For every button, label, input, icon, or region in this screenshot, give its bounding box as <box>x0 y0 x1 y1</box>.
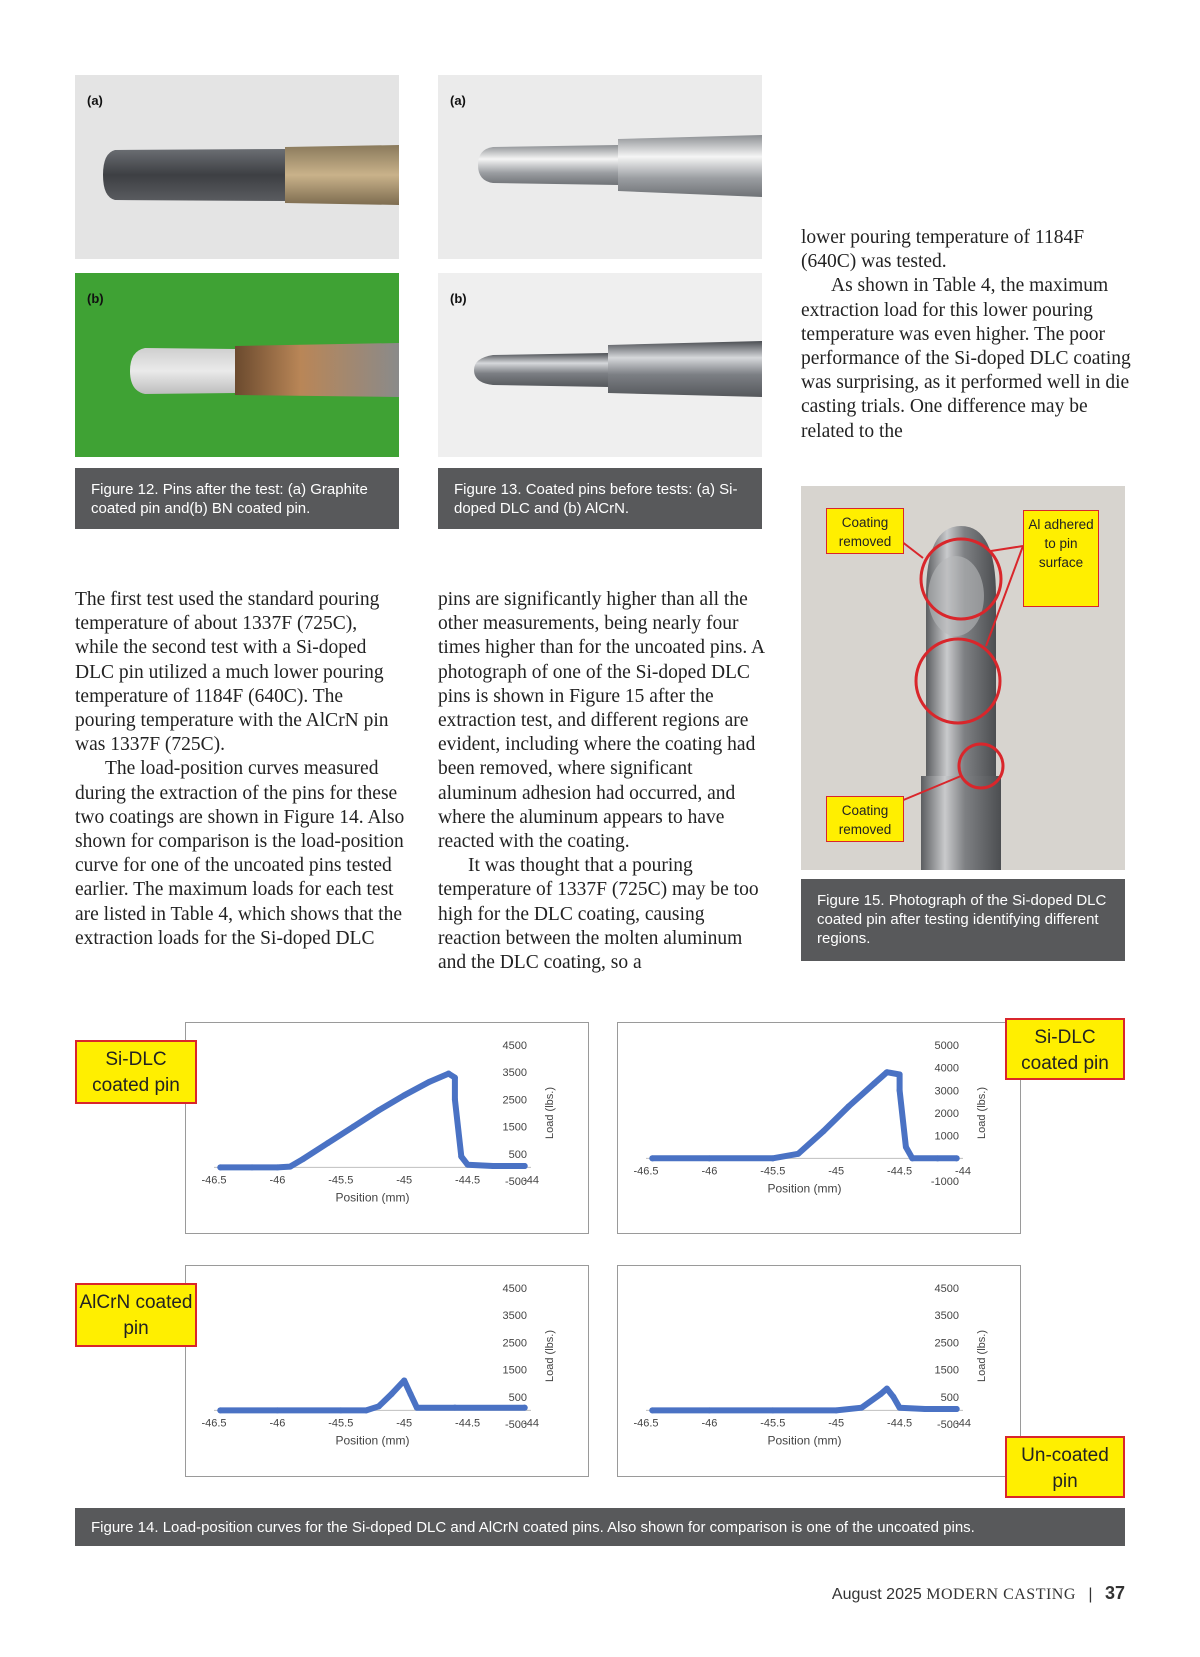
data-point <box>376 1107 382 1113</box>
data-point <box>897 1071 903 1077</box>
footer-separator: | <box>1088 1586 1093 1603</box>
data-point <box>452 1405 458 1411</box>
data-point <box>706 1155 712 1161</box>
y-tick-label: 2500 <box>502 1337 527 1350</box>
data-point <box>249 1164 255 1170</box>
data-point <box>890 1394 896 1400</box>
y-axis-label: Load (lbs.) <box>544 1087 556 1139</box>
chart-uncoated-svg <box>618 1266 1022 1478</box>
figure14-label-si-dlc-right: Si-DLC coated pin <box>1005 1018 1125 1080</box>
right-column-text <box>801 226 1131 444</box>
data-point <box>401 1092 407 1098</box>
data-point <box>922 1406 928 1412</box>
y-axis-label: Load (lbs.) <box>976 1087 988 1139</box>
data-series-line <box>652 1389 956 1411</box>
y-tick-label: 2500 <box>934 1337 959 1350</box>
figure15-callout-al-adhered: Al adhered to pin surface <box>1023 510 1099 607</box>
chart-si-dlc-1337f <box>185 1022 589 1234</box>
figure13-label-a: (a) <box>450 93 466 108</box>
data-point <box>903 1144 909 1150</box>
x-tick-label: -44.5 <box>887 1417 913 1430</box>
footer-magazine: MODERN CASTING <box>926 1586 1076 1603</box>
data-point <box>465 1162 471 1168</box>
figure15-callout-coating-removed-top: Coating removed <box>826 508 904 554</box>
y-tick-label: 3500 <box>502 1310 527 1323</box>
figure13-photo-a <box>438 75 762 259</box>
data-point <box>833 1407 839 1413</box>
data-point <box>446 1071 452 1077</box>
data-series-line <box>220 1381 524 1411</box>
y-tick-label: 4500 <box>934 1283 959 1295</box>
data-point <box>897 1087 903 1093</box>
figure15-photo <box>801 486 1125 870</box>
data-point <box>217 1164 223 1170</box>
data-point <box>846 1103 852 1109</box>
data-point <box>871 1081 877 1087</box>
x-tick-label: -46 <box>701 1165 718 1178</box>
data-point <box>649 1407 655 1413</box>
middle-column-paragraph-2: It was thought that a pouring temperature of 1337F (725C) may be too high for the DLC coating, causing reaction between the molten aluminum and the DLC coating, so a <box>438 855 759 974</box>
data-point <box>350 1124 356 1130</box>
y-tick-label: 2500 <box>502 1094 527 1107</box>
data-point <box>414 1405 420 1411</box>
figure14-label-si-dlc: Si-DLC coated pin <box>75 1040 197 1104</box>
x-tick-label: -44 <box>955 1165 971 1178</box>
y-tick-label: 4500 <box>502 1283 527 1295</box>
data-point <box>325 1140 331 1146</box>
figure12-photo-b <box>75 273 399 457</box>
data-point <box>884 1386 890 1392</box>
x-axis-label: Position (mm) <box>335 1433 410 1448</box>
x-tick-label: -45 <box>828 1417 845 1430</box>
left-column-paragraph-2: The load-position curves measured during the extraction of the pins for these two coatings are shown in Figure 14. Also shown for comparison is the load-position curve for one of the uncoated pins tested earlier. The maximum loads for each test are listed in Table 4, which shows that the extraction loads for the Si-doped DLC <box>75 758 405 949</box>
chart-alcrn <box>185 1265 589 1477</box>
data-point <box>935 1155 941 1161</box>
figure12-caption: Figure 12. Pins after the test: (a) Graphite coated pin and(b) BN coated pin. <box>75 468 399 529</box>
data-point <box>300 1156 306 1162</box>
data-point <box>795 1151 801 1157</box>
data-point <box>649 1155 655 1161</box>
data-point <box>770 1155 776 1161</box>
x-tick-label: -44 <box>523 1417 539 1430</box>
x-tick-label: -44 <box>523 1174 539 1187</box>
chart-si-dlc-1184f <box>617 1022 1021 1234</box>
chart-alcrn-svg <box>186 1266 590 1478</box>
figure12-label-b: (b) <box>87 291 104 306</box>
data-point <box>452 1096 458 1102</box>
data-series-line <box>652 1072 956 1158</box>
data-point <box>884 1069 890 1075</box>
x-tick-label: -44.5 <box>455 1174 481 1187</box>
y-tick-label: 500 <box>508 1391 527 1404</box>
x-tick-label: -45.5 <box>328 1417 354 1430</box>
left-column-paragraph-1: The first test used the standard pouring temperature of about 1337F (725C), while the second test with a Si-doped DLC pin utilized a much lower pouring temperature of 1184F (640C). The pouring temperature with the AlCrN pin was 1337F (725C). <box>75 589 389 756</box>
chart-si-dlc-1337f-svg <box>186 1023 590 1235</box>
data-point <box>706 1407 712 1413</box>
y-tick-label: -500 <box>504 1176 527 1188</box>
y-tick-label: 1000 <box>934 1130 959 1143</box>
data-point <box>401 1377 407 1383</box>
chart-uncoated <box>617 1265 1021 1477</box>
x-axis-label: Position (mm) <box>767 1433 842 1448</box>
x-tick-label: -46 <box>269 1174 286 1187</box>
left-column-text <box>75 588 405 951</box>
x-tick-label: -45.5 <box>760 1165 786 1178</box>
data-point <box>522 1405 528 1411</box>
x-tick-label: -46.5 <box>201 1417 227 1430</box>
graphite-pin-image <box>75 75 399 259</box>
y-tick-label: 3000 <box>934 1085 959 1098</box>
y-tick-label: -500 <box>504 1419 527 1431</box>
y-tick-label: 2000 <box>934 1108 959 1120</box>
data-point <box>909 1155 915 1161</box>
data-point <box>376 1403 382 1409</box>
footer-page-number: 37 <box>1104 1583 1125 1603</box>
data-point <box>878 1391 884 1397</box>
y-tick-label: 500 <box>508 1148 527 1161</box>
x-tick-label: -45.5 <box>328 1174 354 1187</box>
footer-date: August 2025 <box>831 1586 922 1603</box>
bn-pin-image <box>75 273 399 457</box>
x-tick-label: -44.5 <box>455 1417 481 1430</box>
figure14-label-uncoated: Un-coated pin <box>1005 1436 1125 1498</box>
x-tick-label: -45.5 <box>760 1417 786 1430</box>
data-point <box>897 1405 903 1411</box>
data-point <box>821 1128 827 1134</box>
data-point <box>954 1406 960 1412</box>
data-point <box>274 1164 280 1170</box>
figure12-label-a: (a) <box>87 93 103 108</box>
right-column-paragraph-1: lower pouring temperature of 1184F (640C) was tested. <box>801 227 1085 273</box>
data-point <box>287 1164 293 1170</box>
figure12-photo-a <box>75 75 399 259</box>
data-point <box>427 1079 433 1085</box>
x-axis-label: Position (mm) <box>767 1181 842 1196</box>
chart-si-dlc-1184f-svg <box>618 1023 1022 1235</box>
x-tick-label: -45 <box>396 1417 413 1430</box>
alcrn-pin-image <box>438 273 762 457</box>
data-point <box>363 1407 369 1413</box>
x-tick-label: -44.5 <box>887 1165 913 1178</box>
data-point <box>954 1155 960 1161</box>
y-tick-label: 1500 <box>934 1364 959 1377</box>
y-tick-label: 3500 <box>502 1067 527 1080</box>
y-tick-label: 1500 <box>502 1121 527 1134</box>
middle-column-text <box>438 588 768 975</box>
data-point <box>522 1163 528 1169</box>
figure14-label-alcrn: AlCrN coated pin <box>75 1283 197 1347</box>
figure15-callout-coating-removed-bottom: Coating removed <box>826 796 904 842</box>
y-tick-label: 500 <box>940 1391 959 1404</box>
y-axis-label: Load (lbs.) <box>976 1330 988 1382</box>
figure15-caption: Figure 15. Photograph of the Si-doped DLC coated pin after testing identifying different regions. <box>801 879 1125 961</box>
data-point <box>490 1163 496 1169</box>
data-point <box>217 1407 223 1413</box>
data-point <box>408 1391 414 1397</box>
y-tick-label: 5000 <box>934 1040 959 1052</box>
y-tick-label: -1000 <box>930 1176 959 1188</box>
x-tick-label: -44 <box>955 1417 971 1430</box>
data-point <box>452 1075 458 1081</box>
x-tick-label: -45 <box>828 1165 845 1178</box>
right-column-paragraph-2: As shown in Table 4, the maximum extraction load for this lower pouring temperature was even higher. The poor performance of the Si-doped DLC coating was surprising, as it performed well in die casting trials. One difference may be related to the <box>801 275 1131 442</box>
data-series-line <box>220 1074 524 1168</box>
x-tick-label: -46 <box>269 1417 286 1430</box>
y-tick-label: 1500 <box>502 1364 527 1377</box>
y-axis-label: Load (lbs.) <box>544 1330 556 1382</box>
x-tick-label: -46.5 <box>633 1417 659 1430</box>
page-footer <box>832 1583 1125 1604</box>
x-tick-label: -46.5 <box>201 1174 227 1187</box>
x-tick-label: -45 <box>396 1174 413 1187</box>
y-tick-label: 4000 <box>934 1062 959 1075</box>
y-tick-label: 3500 <box>934 1310 959 1323</box>
figure13-label-b: (b) <box>450 291 467 306</box>
si-dlc-pin-image <box>438 75 762 259</box>
y-tick-label: -500 <box>936 1419 959 1431</box>
data-point <box>338 1407 344 1413</box>
y-tick-label: 4500 <box>502 1040 527 1052</box>
middle-column-paragraph-1: pins are significantly higher than all the other measurements, being nearly four times higher than for the uncoated pins. A photograph of one of the Si-doped DLC pins is shown in Figure 15 after the extraction test, and different regions are evident, including where the coating had been removed, where significant aluminum adhesion had occurred, and where the aluminum appears to have reacted with the coating. <box>438 589 765 853</box>
x-tick-label: -46 <box>701 1417 718 1430</box>
x-tick-label: -46.5 <box>633 1165 659 1178</box>
figure14-caption: Figure 14. Load-position curves for the Si-doped DLC and AlCrN coated pins. Also shown for comparison is one of the uncoated pins. <box>75 1508 1125 1546</box>
data-point <box>274 1407 280 1413</box>
data-point <box>859 1405 865 1411</box>
figure13-photo-b <box>438 273 762 457</box>
figure13-caption: Figure 13. Coated pins before tests: (a) Si-doped DLC and (b) AlCrN. <box>438 468 762 529</box>
data-point <box>770 1407 776 1413</box>
data-point <box>389 1391 395 1397</box>
x-axis-label: Position (mm) <box>335 1190 410 1205</box>
data-point <box>458 1154 464 1160</box>
